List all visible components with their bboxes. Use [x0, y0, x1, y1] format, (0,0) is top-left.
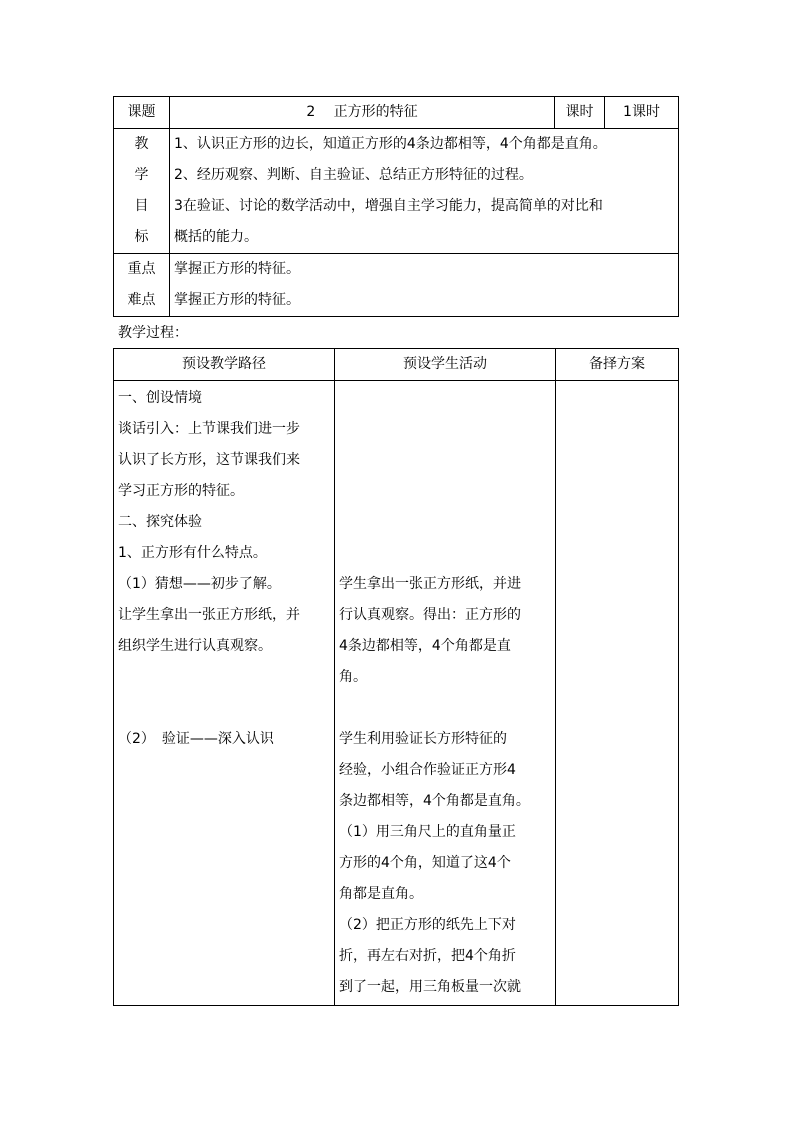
difficulty-label: 难点 — [127, 292, 156, 308]
student-line: （2）把正方形的纸先上下对 — [339, 917, 516, 933]
teaching-line — [118, 693, 330, 724]
goals-row — [114, 129, 679, 254]
alternative-plan-cell — [556, 381, 679, 1006]
goals-label-char: 目 — [134, 198, 149, 214]
student-line: 角都是直角。 — [339, 886, 423, 902]
student-line: 行认真观察。得出：正方形的 — [339, 607, 521, 623]
student-activity-cell — [335, 381, 556, 1006]
goal-line: 概括的能力。 — [174, 229, 258, 245]
goal-line: 3在验证、讨论的数学活动中，增强自主学习能力，提高简单的对比和 — [174, 198, 603, 214]
period-value: 1课时 — [605, 97, 679, 129]
key-difficulty-labels — [114, 254, 170, 317]
difficulty-text: 掌握正方形的特征。 — [174, 292, 300, 308]
student-line: 折，再左右对折，把4个角折 — [339, 948, 516, 964]
topic-value: 2 正方形的特征 — [170, 97, 555, 129]
process-label: 教学过程： — [118, 325, 188, 341]
teaching-path-cell — [114, 381, 335, 1006]
period-label: 课时 — [555, 97, 605, 129]
teaching-line: 学习正方形的特征。 — [118, 483, 244, 499]
student-line: 方形的4个角，知道了这4个 — [339, 855, 511, 871]
process-table — [113, 348, 679, 1006]
key-point-text: 掌握正方形的特征。 — [174, 261, 300, 277]
student-line — [339, 445, 551, 476]
student-line — [339, 383, 551, 414]
student-line: 经验，小组合作验证正方形4 — [339, 762, 516, 778]
student-line — [339, 538, 551, 569]
teaching-line: 二、探究体验 — [118, 514, 202, 530]
teaching-line: 认识了长方形，这节课我们来 — [118, 452, 300, 468]
topic-label: 课题 — [114, 97, 170, 129]
teaching-line: 组织学生进行认真观察。 — [118, 638, 272, 654]
student-line: 条边都相等，4个角都是直角。 — [339, 793, 530, 809]
teaching-line: 一、创设情境 — [118, 390, 202, 406]
key-difficulty-content — [170, 254, 679, 317]
teaching-line: 1、正方形有什么特点。 — [118, 545, 267, 561]
goals-label-char: 教 — [134, 136, 149, 152]
teaching-line: （1）猜想——初步了解。 — [118, 576, 281, 592]
header-alternative-plan: 备择方案 — [556, 349, 679, 381]
teaching-line: 谈话引入：上节课我们进一步 — [118, 421, 300, 437]
lesson-info-table — [113, 96, 679, 317]
goal-line: 2、经历观察、判断、自主验证、总结正方形特征的过程。 — [174, 167, 533, 183]
process-header-row — [114, 349, 679, 381]
goal-line: 1、认识正方形的边长，知道正方形的4条边都相等，4个角都是直角。 — [174, 136, 607, 152]
student-line: 角。 — [339, 669, 367, 685]
key-difficulty-row — [114, 254, 679, 317]
process-content-row — [114, 381, 679, 1006]
student-line — [339, 507, 551, 538]
teaching-line — [118, 662, 330, 693]
header-student-activity: 预设学生活动 — [335, 349, 556, 381]
student-line: 学生拿出一张正方形纸，并进 — [339, 576, 521, 592]
header-teaching-path: 预设教学路径 — [114, 349, 335, 381]
student-line — [339, 476, 551, 507]
teaching-line: 让学生拿出一张正方形纸，并 — [118, 607, 300, 623]
topic-row — [114, 97, 679, 129]
student-line: 到了一起，用三角板量一次就 — [339, 979, 521, 995]
student-line — [339, 693, 551, 724]
student-line: 学生利用验证长方形特征的 — [339, 731, 507, 747]
goals-content — [170, 129, 679, 254]
key-point-label: 重点 — [127, 261, 156, 277]
teaching-line: （2） 验证——深入认识 — [118, 731, 274, 747]
student-line — [339, 414, 551, 445]
goals-label — [114, 129, 170, 254]
student-line: 4条边都相等，4个角都是直 — [339, 638, 511, 654]
goals-label-char: 学 — [134, 167, 149, 183]
goals-label-char: 标 — [134, 229, 149, 245]
student-line: （1）用三角尺上的直角量正 — [339, 824, 516, 840]
